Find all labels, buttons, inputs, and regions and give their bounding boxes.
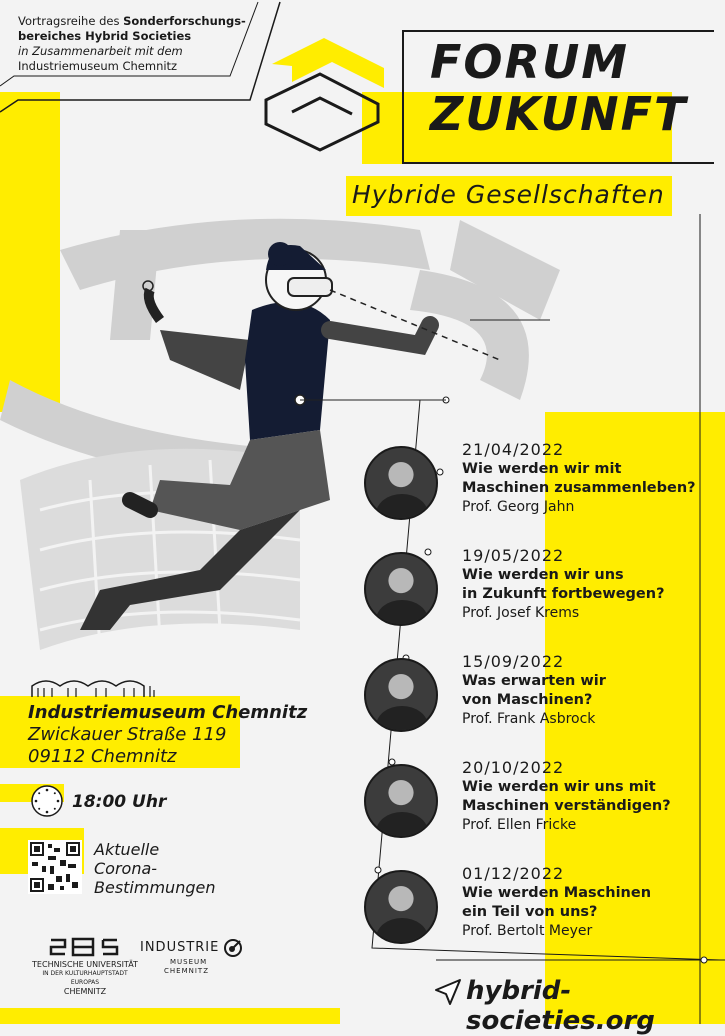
event-date: 20/10/2022 [462, 758, 565, 777]
speaker-photo-1 [364, 446, 438, 520]
event-question-line1: Wie werden wir uns mit [462, 779, 656, 795]
event-date: 19/05/2022 [462, 546, 565, 565]
event-question-line1: Wie werden Maschinen [462, 885, 652, 901]
speaker-photo-shoulders [376, 494, 428, 520]
speaker-photo-3 [364, 658, 438, 732]
event-question-line1: Was erwarten wir [462, 673, 606, 689]
website-link[interactable]: hybrid-societies.org [466, 976, 655, 1036]
intro-line2: bereiches Hybrid Societies [18, 29, 192, 43]
event-speaker: Prof. Frank Asbrock [462, 711, 596, 727]
qr-code-icon[interactable] [28, 840, 82, 894]
corona-rules-link[interactable] [94, 840, 215, 897]
speaker-photo-shoulders [376, 918, 428, 944]
corona-line2: Corona- [94, 859, 158, 878]
event-question-line2: von Maschinen? [462, 692, 593, 708]
intro-line4: Industriemuseum Chemnitz [18, 59, 178, 73]
intro-line3: in Zusammenarbeit mit dem [18, 44, 183, 58]
title-zukunft: ZUKUNFT [430, 87, 688, 141]
speaker-photo-shoulders [376, 812, 428, 838]
venue-city: 09112 Chemnitz [28, 746, 177, 767]
clock-icon [30, 784, 64, 818]
event-date: 15/09/2022 [462, 652, 565, 671]
event-speaker: Prof. Josef Krems [462, 605, 580, 621]
speaker-photo-4 [364, 764, 438, 838]
venue-street: Zwickauer Straße 119 [28, 724, 227, 745]
speaker-photo-5 [364, 870, 438, 944]
tuc-line1: TECHNISCHE UNIVERSITÄT [32, 960, 138, 969]
event-item-4 [462, 758, 722, 835]
venue-address [28, 702, 307, 768]
tuc-logo-icon [47, 936, 123, 958]
event-question-line1: Wie werden wir uns [462, 567, 624, 583]
corona-line1: Aktuelle [94, 840, 160, 859]
event-time: 18:00 Uhr [72, 792, 167, 812]
imc-sub1: MUSEUM [170, 958, 208, 966]
event-date: 01/12/2022 [462, 864, 565, 883]
subtitle: Hybride Gesellschaften [352, 180, 665, 209]
museum-building-icon [30, 676, 160, 698]
event-speaker: Prof. Ellen Fricke [462, 817, 577, 833]
event-speaker: Prof. Georg Jahn [462, 499, 575, 515]
event-question-line2: in Zukunft fortbewegen? [462, 586, 665, 602]
intro-line1: Vortragsreihe des [18, 14, 124, 28]
tuc-logo [30, 936, 140, 996]
event-question-line2: ein Teil von uns? [462, 904, 598, 920]
corona-line3: Bestimmungen [94, 878, 216, 897]
speaker-photo-shoulders [376, 600, 428, 626]
event-item-3 [462, 652, 722, 729]
title-box [402, 30, 714, 164]
event-speaker: Prof. Bertolt Meyer [462, 923, 593, 939]
sfb-logo-icon [262, 38, 392, 158]
speaker-photo-2 [364, 552, 438, 626]
tuc-line2: IN DER KULTURHAUPTSTADT EUROPAS [42, 970, 128, 986]
tuc-line3: CHEMNITZ [63, 987, 107, 996]
intro-text [18, 14, 258, 74]
industriemuseum-logo-icon [223, 938, 243, 958]
event-question-line2: Maschinen zusammenleben? [462, 480, 696, 496]
event-item-1 [462, 440, 722, 517]
event-date: 21/04/2022 [462, 440, 565, 459]
title-forum: FORUM [430, 35, 630, 89]
imc-name: INDUSTRIE [140, 940, 220, 955]
intro-line1-bold: Sonderforschungs- [123, 14, 246, 28]
industriemuseum-logo [140, 938, 260, 976]
event-item-5 [462, 864, 722, 941]
cursor-arrow-icon [434, 978, 462, 1006]
imc-sub2: CHEMNITZ [164, 967, 209, 975]
event-item-2 [462, 546, 722, 623]
event-question-line2: Maschinen verständigen? [462, 798, 671, 814]
event-question-line1: Wie werden wir mit [462, 461, 622, 477]
speaker-photo-shoulders [376, 706, 428, 732]
venue-name: Industriemuseum Chemnitz [28, 702, 308, 723]
